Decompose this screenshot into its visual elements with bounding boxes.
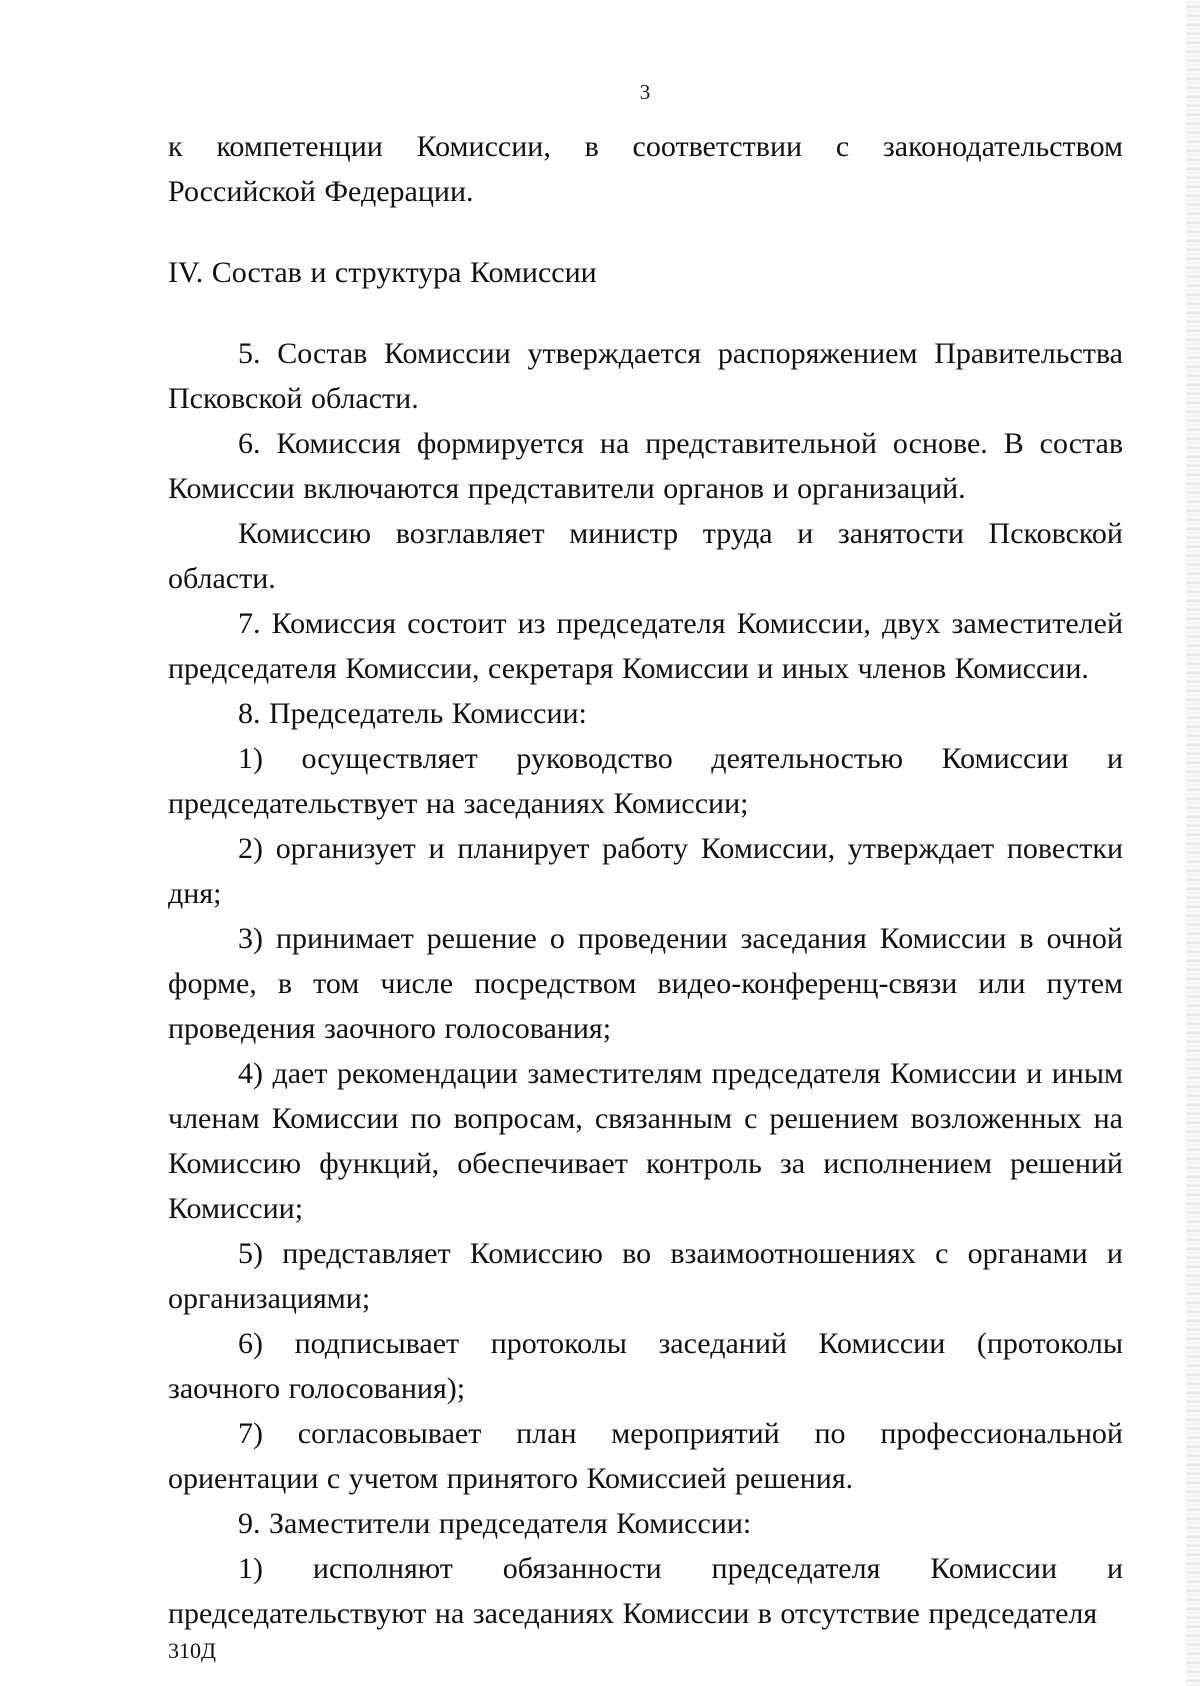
list-item-8-2: 2) организует и планирует работу Комиссии, утверждает повестки дня;: [168, 832, 1123, 910]
scan-edge-decoration: [1186, 0, 1200, 1686]
list-item-8-6: 6) подписывает протоколы заседаний Комиссии (протоколы заочного голосования);: [168, 1327, 1123, 1405]
continuation-paragraph: к компетенции Комиссии, в соответствии с законодательством Российской Федерации.: [168, 130, 1123, 208]
paragraph-6: 6. Комиссия формируется на представительной основе. В состав Комиссии включаются представители органов и организаций.: [168, 427, 1123, 505]
list-item-8-4: 4) дает рекомендации заместителям председателя Комиссии и иным членам Комиссии по вопросам, связанным с решением возложенных на Комиссию функций, обеспечивает контроль за исполнением решений Комиссии;: [168, 1057, 1123, 1225]
page-number: 3: [639, 80, 651, 104]
paragraph-head-of-commission: Комиссию возглавляет министр труда и занятости Псковской области.: [168, 517, 1123, 595]
paragraph-8-heading: 8. Председатель Комиссии:: [238, 697, 587, 730]
list-item-8-7: 7) согласовывает план мероприятий по профессиональной ориентации с учетом принятого Комиссией решения.: [168, 1417, 1123, 1495]
list-item-8-3: 3) принимает решение о проведении заседания Комиссии в очной форме, в том числе посредством видео-конференц-связи или путем проведения заочного голосования;: [168, 922, 1123, 1045]
list-item-8-5: 5) представляет Комиссию во взаимоотношениях с органами и организациями;: [168, 1237, 1123, 1315]
paragraph-9-heading: 9. Заместители председателя Комиссии:: [238, 1507, 752, 1540]
paragraph-7: 7. Комиссия состоит из председателя Комиссии, двух заместителей председателя Комиссии, секретаря Комиссии и иных членов Комиссии.: [168, 607, 1123, 685]
list-item-9-1: 1) исполняют обязанности председателя Комиссии и председательствуют на заседаниях Комиссии в отсутствие председателя: [168, 1552, 1123, 1630]
section-heading: IV. Состав и структура Комиссии: [168, 256, 597, 289]
document-body: [168, 124, 1123, 1636]
list-item-8-1: 1) осуществляет руководство деятельностью Комиссии и председательствует на заседаниях Комиссии;: [168, 742, 1123, 820]
footer-document-code: 310Д: [168, 1638, 217, 1663]
paragraph-5: 5. Состав Комиссии утверждается распоряжением Правительства Псковской области.: [168, 337, 1123, 415]
